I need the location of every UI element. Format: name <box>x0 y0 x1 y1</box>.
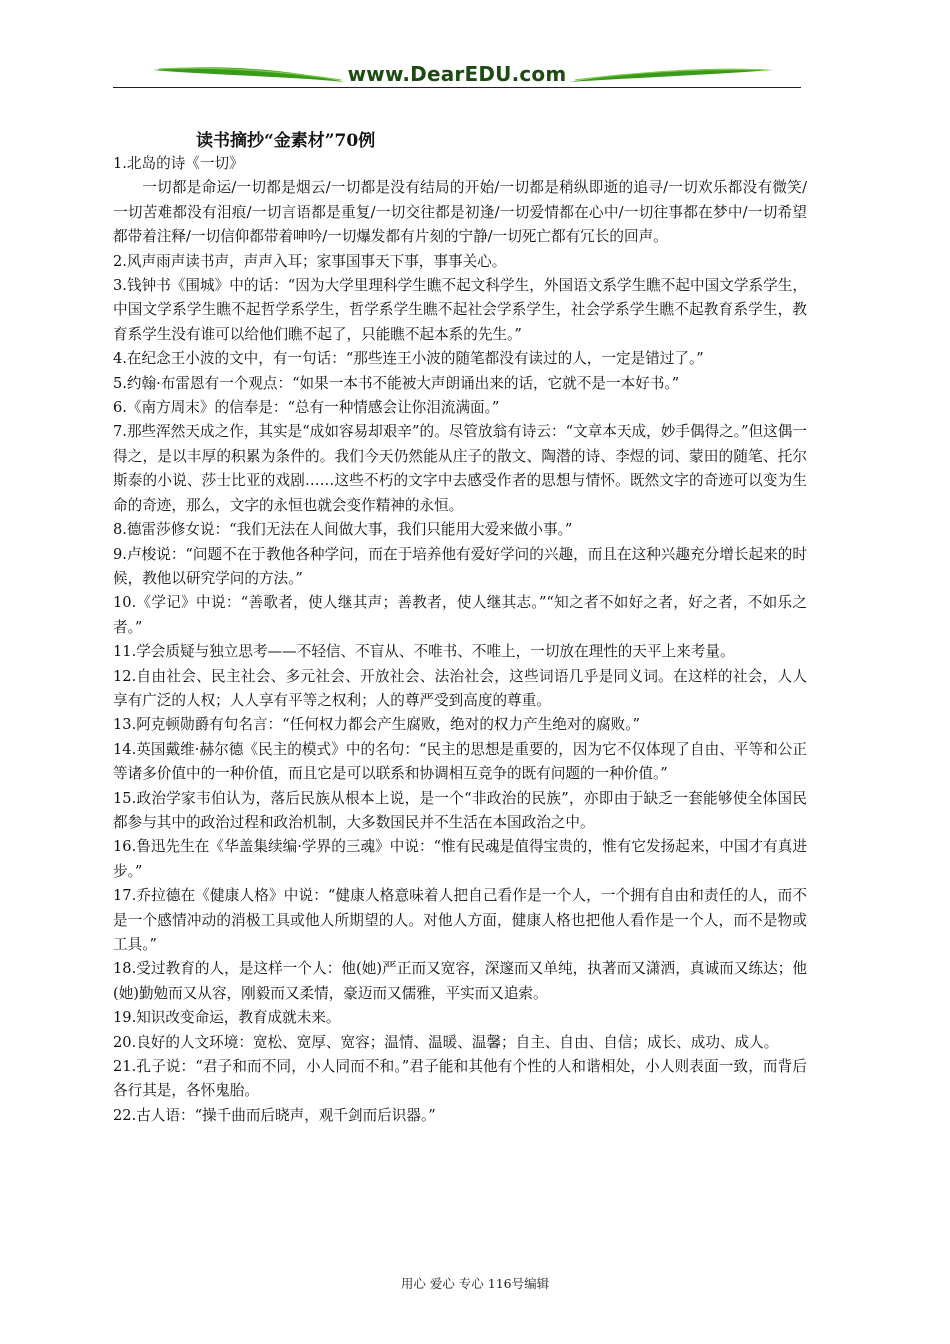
paragraph: 22.古人语：“操千曲而后晓声，观千剑而后识器。” <box>113 1106 436 1124</box>
paragraph: 14.英国戴维·赫尔德《民主的模式》中的名句：“民主的思想是重要的，因为它不仅体现了自由、平等和公正等诸多价值中的一种价值，而且它是可以联系和协调相互竞争的既有问题的一种价值。” <box>113 740 807 783</box>
site-url: www.DearEDU.com <box>347 62 567 86</box>
header-divider <box>113 87 801 88</box>
document-title: 读书摘抄“金素材”70例 <box>196 131 376 151</box>
paragraph: 12.自由社会、民主社会、多元社会、开放社会、法治社会，这些词语几乎是同义词。在这样的社会，人人享有广泛的人权；人人享有平等之权利；人的尊严受到高度的尊重。 <box>113 667 807 709</box>
paragraph: 11.学会质疑与独立思考——不轻信、不盲从、不唯书、不唯上，一切放在理性的天平上来考量。 <box>113 643 735 661</box>
paragraph: 5.约翰·布雷恩有一个观点：“如果一本书不能被大声朗诵出来的话，它就不是一本好书。” <box>113 374 680 392</box>
paragraph: 8.德雷莎修女说：“我们无法在人间做大事，我们只能用大爱来做小事。” <box>113 521 573 539</box>
paragraph: 16.鲁迅先生在《华盖集续编·学界的三魂》中说：“惟有民魂是值得宝贵的，惟有它发扬起来，中国才有真进步。” <box>113 838 807 880</box>
paragraph: 13.阿克顿勋爵有句名言：“任何权力都会产生腐败，绝对的权力产生绝对的腐败。” <box>113 716 641 734</box>
paragraph: 20.良好的人文环境：宽松、宽厚、宽容；温情、温暖、温馨；自主、自由、自信；成长、成功、成人。 <box>113 1033 779 1051</box>
page-footer: 用心 爱心 专心 116号编辑 <box>400 1276 550 1291</box>
paragraph: 19.知识改变命运，教育成就未来。 <box>113 1009 341 1027</box>
paragraph: 1.北岛的诗《一切》 <box>113 155 244 172</box>
paragraph: 2.风声雨声读书声，声声入耳；家事国事天下事，事事关心。 <box>113 252 507 270</box>
paragraph: 15.政治学家韦伯认为，落后民族从根本上说，是一个“非政治的民族”，亦即由于缺乏一套能够使全体国民都参与其中的政治过程和政治机制，大多数国民并不生活在本国政治之中。 <box>113 789 807 831</box>
paragraph: 17.乔拉德在《健康人格》中说：“健康人格意味着人把自己看作是一个人，一个拥有自由和责任的人，而不是一个感情冲动的消极工具或他人所期望的人。对他人方面，健康人格也把他人看作是一个人，而不是物或工具。” <box>113 887 807 953</box>
document-body <box>113 152 807 1128</box>
paragraph: 3.钱钟书《围城》中的话：“因为大学里理科学生瞧不起文科学生，外国语文系学生瞧不起中国文学系学生，中国文学系学生瞧不起哲学系学生，哲学系学生瞧不起社会学系学生，社会学系学生瞧不起教育系学生，教育系学生没有谁可以给他们瞧不起了，只能瞧不起本系的先生。” <box>113 277 807 343</box>
paragraph: 一切都是命运/一切都是烟云/一切都是没有结局的开始/一切都是稍纵即逝的追寻/一切欢乐都没有微笑/一切苦难都没有泪痕/一切言语都是重复/一切交往都是初逢/一切爱情都在心中/一切往事都在梦中/一切希望都带着注释/一切信仰都带着呻吟/一切爆发都有片刻的宁静/一切死亡都有冗长的回声。 <box>113 179 807 246</box>
paragraph: 4.在纪念王小波的文中，有一句话：“那些连王小波的随笔都没有读过的人，一定是错过了。” <box>113 350 704 368</box>
paragraph: 7.那些浑然天成之作，其实是“成如容易却艰辛”的。尽管放翁有诗云：“文章本天成，妙手偶得之。”但这偶一得之，是以丰厚的积累为条件的。我们今天仍然能从庄子的散文、陶潜的诗、李煜的词、蒙田的随笔、托尔斯泰的小说、莎士比亚的戏剧……这些不朽的文字中去感受作者的思想与情怀。既然文字的奇迹可以变为生命的奇迹，那么，文字的永恒也就会变作精神的永恒。 <box>113 423 807 514</box>
paragraph: 21.孔子说：“君子和而不同，小人同而不和。”君子能和其他有个性的人和谐相处，小人则表面一致，而背后各行其是，各怀鬼胎。 <box>113 1058 807 1100</box>
paragraph: 18.受过教育的人，是这样一个人：他(她)严正而又宽容，深邃而又单纯，执著而又潇洒，真诚而又练达；他(她)勤勉而又从容，刚毅而又柔情，豪迈而又儒雅，平实而又追索。 <box>113 960 807 1002</box>
paragraph: 6.《南方周末》的信奉是：“总有一种情感会让你泪流满面。” <box>113 399 500 417</box>
paragraph: 10.《学记》中说：“善歌者，使人继其声；善教者，使人继其志。”“知之者不如好之者，好之者，不如乐之者。” <box>113 594 807 636</box>
paragraph: 9.卢梭说：“问题不在于教他各种学问，而在于培养他有爱好学问的兴趣，而且在这种兴趣充分增长起来的时候，教他以研究学问的方法。” <box>113 545 807 587</box>
